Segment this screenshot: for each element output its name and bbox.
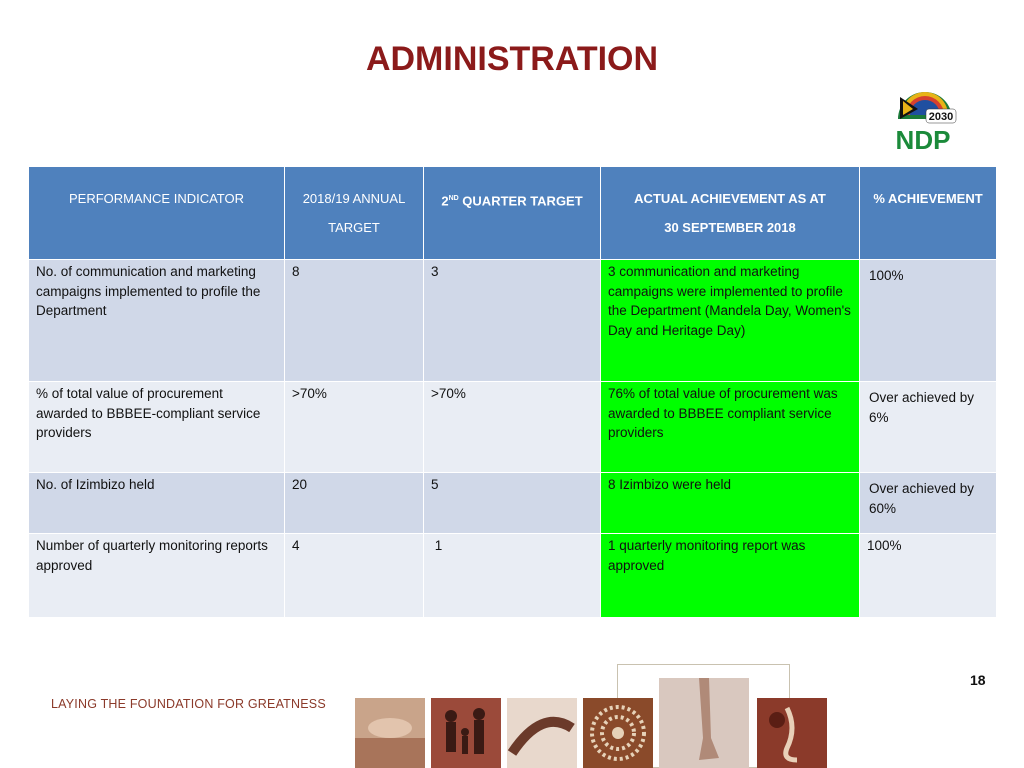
cell-percent-achievement: Over achieved by 6% (869, 390, 975, 425)
cell-indicator: % of total value of procurement awarded to BBBEE-compliant service providers (36, 386, 261, 440)
cell-indicator: Number of quarterly monitoring reports approved (36, 538, 268, 573)
table-row (29, 260, 997, 382)
cell-percent-achievement: 100% (869, 268, 904, 283)
film-roll-image (507, 698, 577, 768)
cell-annual-target: 20 (292, 477, 308, 492)
table-row (29, 473, 997, 534)
cell-actual-achievement: 76% of total value of procurement was awarded to BBBEE compliant service providers (608, 386, 838, 440)
header-quarter-target: 2ND QUARTER TARGET (424, 167, 601, 260)
footer-tagline: LAYING THE FOUNDATION FOR GREATNESS (51, 697, 326, 711)
logo-text: NDP (895, 125, 951, 153)
header-performance-indicator: PERFORMANCE INDICATOR (29, 167, 285, 260)
cell-annual-target: >70% (292, 386, 327, 401)
cell-percent-achievement: 100% (867, 538, 902, 553)
header-actual-achievement: ACTUAL ACHIEVEMENT AS AT 30 SEPTEMBER 2018 (601, 167, 860, 260)
cell-actual-achievement: 1 quarterly monitoring report was approved (608, 538, 806, 573)
page-title: ADMINISTRATION (365, 40, 659, 78)
cell-annual-target: 8 (292, 264, 300, 279)
cell-indicator: No. of communication and marketing campaigns implemented to profile the Department (36, 264, 261, 318)
header-annual-target: 2018/19 ANNUAL TARGET (285, 167, 424, 260)
beadwork-image (583, 698, 653, 768)
table-row (29, 382, 997, 473)
performance-table (28, 166, 997, 618)
ndp-logo (888, 85, 962, 153)
page-number: 18 (970, 672, 986, 688)
cell-percent-achievement: Over achieved by 60% (869, 481, 975, 516)
cell-quarter-target: >70% (431, 386, 466, 401)
cell-quarter-target: 3 (431, 264, 439, 279)
cell-annual-target: 4 (292, 538, 300, 553)
header-percent-achievement: % ACHIEVEMENT (860, 167, 997, 260)
table-header-row (29, 167, 997, 260)
logo-year: 2030 (928, 111, 954, 123)
cell-actual-achievement: 3 communication and marketing campaigns were implemented to profile the Department (Mandela Day, Women's Day and Heritage Day) (608, 264, 851, 338)
cell-actual-achievement: 8 Izimbizo were held (608, 477, 732, 492)
table-row (29, 534, 997, 618)
ballet-image (659, 678, 749, 768)
saxophone-image (757, 698, 827, 768)
cell-quarter-target: 1 (431, 538, 443, 553)
family-image (431, 698, 501, 768)
braille-hand-image (355, 698, 425, 768)
footer-photo-strip (355, 664, 835, 768)
cell-indicator: No. of Izimbizo held (36, 477, 155, 492)
cell-quarter-target: 5 (431, 477, 439, 492)
